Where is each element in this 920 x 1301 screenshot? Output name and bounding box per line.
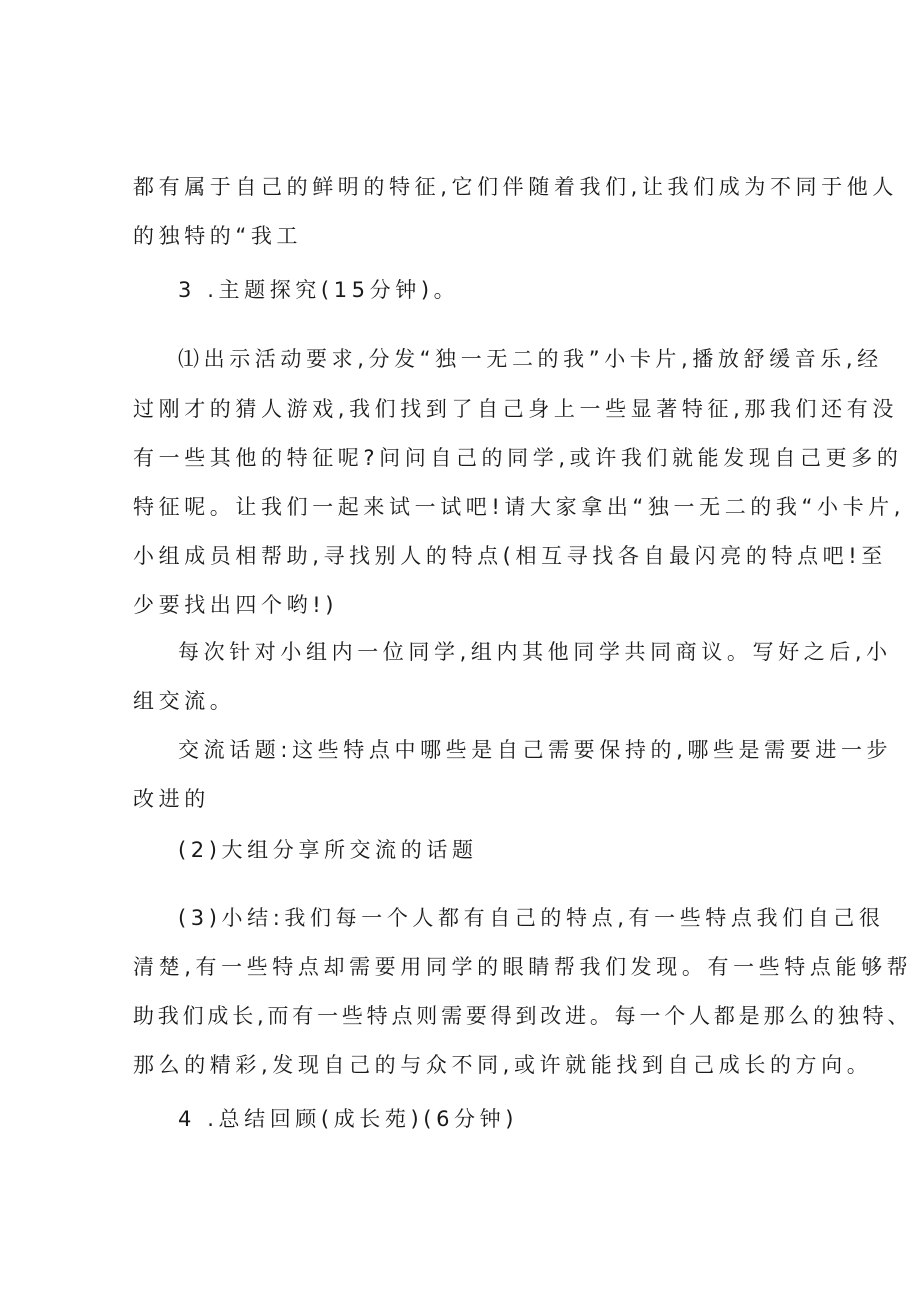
paragraph-line: 的独特的“我工	[133, 224, 303, 248]
paragraph-line: 小组成员相帮助,寻找别人的特点(相互寻找各自最闪亮的特点吧!至	[133, 544, 887, 568]
paragraph-line: 那么的精彩,发现自己的与众不同,或许就能找到自己成长的方向。	[133, 1053, 873, 1077]
paragraph-line: 助我们成长,而有一些特点则需要得到改进。每一个人都是那么的独特、	[133, 1004, 913, 1028]
paragraph-line: (3)小结:我们每一个人都有自己的特点,有一些特点我们自己很	[178, 906, 885, 930]
paragraph-line: 过刚才的猜人游戏,我们找到了自己身上一些显著特征,那我们还有没	[133, 397, 898, 421]
paragraph-line: 改进的	[133, 787, 210, 811]
list-item-2: (2)大组分享所交流的话题	[178, 838, 478, 862]
section-heading-4: 4 .总结回顾(成长苑)(6分钟)	[178, 1107, 519, 1131]
paragraph-line: 每次针对小组内一位同学,组内其他同学共同商议。写好之后,小	[178, 640, 892, 664]
paragraph-line: ⑴出示活动要求,分发“独一无二的我”小卡片,播放舒缓音乐,经	[178, 347, 883, 371]
paragraph-line: 少要找出四个哟!)	[133, 593, 339, 617]
paragraph-line: 特征呢。让我们一起来试一试吧!请大家拿出“独一无二的我“小卡片,	[133, 495, 906, 519]
paragraph-line: 有一些其他的特征呢?问问自己的同学,或许我们就能发现自己更多的	[133, 446, 903, 470]
paragraph-line: 清楚,有一些特点却需要用同学的眼睛帮我们发现。有一些特点能够帮	[133, 955, 913, 979]
paragraph-line: 交流话题:这些特点中哪些是自己需要保持的,哪些是需要进一步	[178, 738, 893, 762]
paragraph-line: 组交流。	[133, 689, 236, 713]
section-heading-3: 3 .主题探究(15分钟)。	[178, 278, 460, 302]
paragraph-line: 都有属于自己的鲜明的特征,它们伴随着我们,让我们成为不同于他人	[133, 175, 898, 199]
